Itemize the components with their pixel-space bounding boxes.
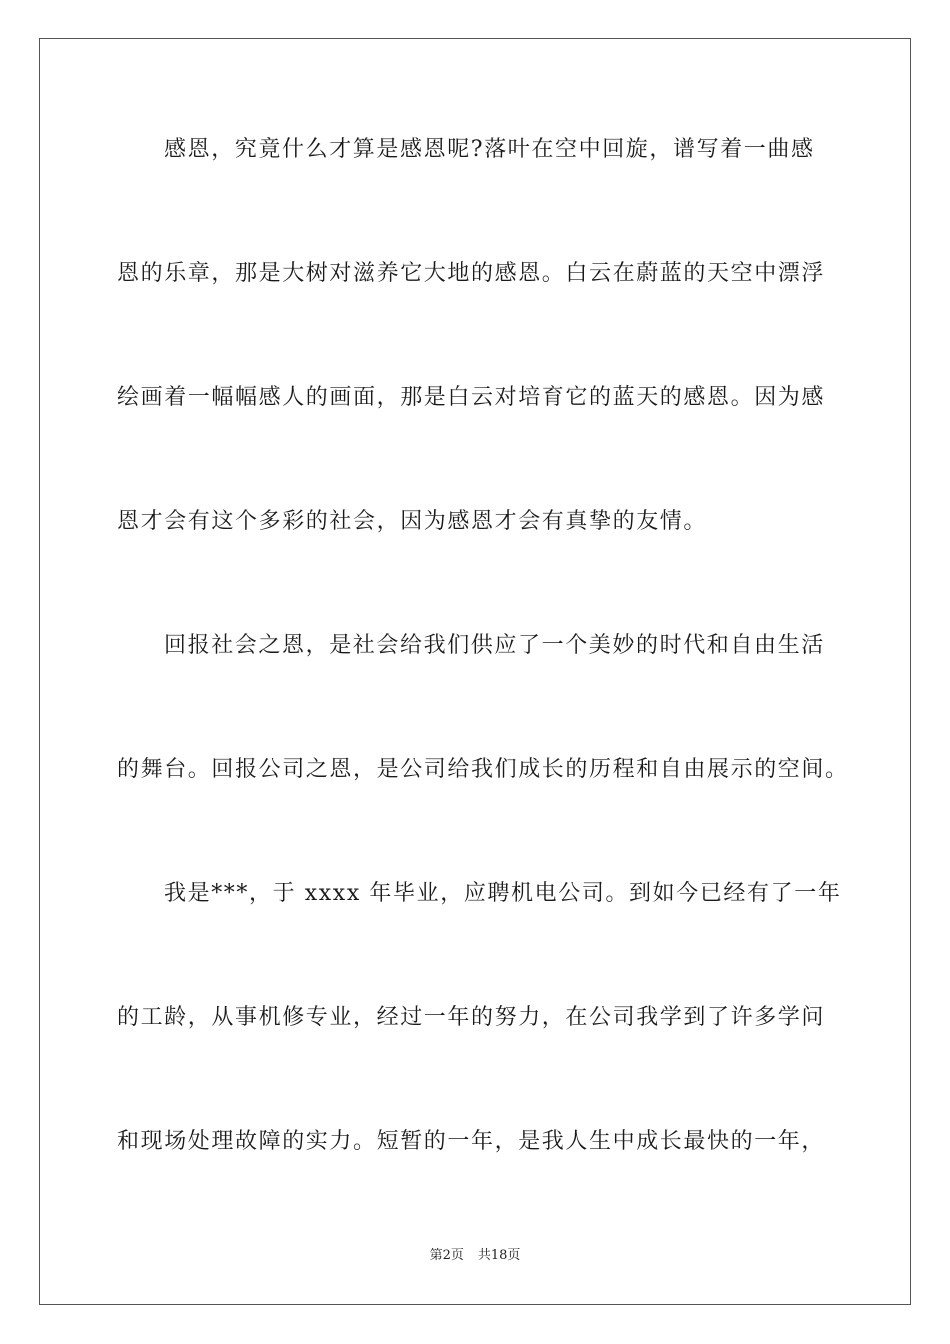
paragraph-3-line-2: 的工龄，从事机修专业，经过一年的努力，在公司我学到了许多学问 xyxy=(117,1005,826,1030)
paragraph-1-line-1: 感恩，究竟什么才算是感恩呢?落叶在空中回旋，谱写着一曲感 xyxy=(164,137,815,162)
page-footer xyxy=(0,1247,950,1265)
paragraph-1-line-4: 恩才会有这个多彩的社会，因为感恩才会有真挚的友情。 xyxy=(117,509,708,534)
total-pages: 共18页 xyxy=(477,1248,521,1263)
paragraph-3-line-3: 和现场处理故障的实力。短暂的一年，是我人生中成长最快的一年， xyxy=(117,1129,826,1154)
paragraph-1-line-3: 绘画着一幅幅感人的画面，那是白云对培育它的蓝天的感恩。因为感 xyxy=(117,385,826,410)
page-border xyxy=(39,38,911,1305)
paragraph-2-line-1: 回报社会之恩，是社会给我们供应了一个美妙的时代和自由生活 xyxy=(164,633,825,658)
paragraph-2-line-2: 的舞台。回报公司之恩，是公司给我们成长的历程和自由展示的空间。 xyxy=(117,757,849,782)
paragraph-1-line-2: 恩的乐章，那是大树对滋养它大地的感恩。白云在蔚蓝的天空中漂浮 xyxy=(117,261,826,286)
page-number: 第2页 xyxy=(429,1248,464,1263)
paragraph-3-line-1: 我是***，于 xxxx 年毕业，应聘机电公司。到如今已经有了一年 xyxy=(164,881,842,906)
